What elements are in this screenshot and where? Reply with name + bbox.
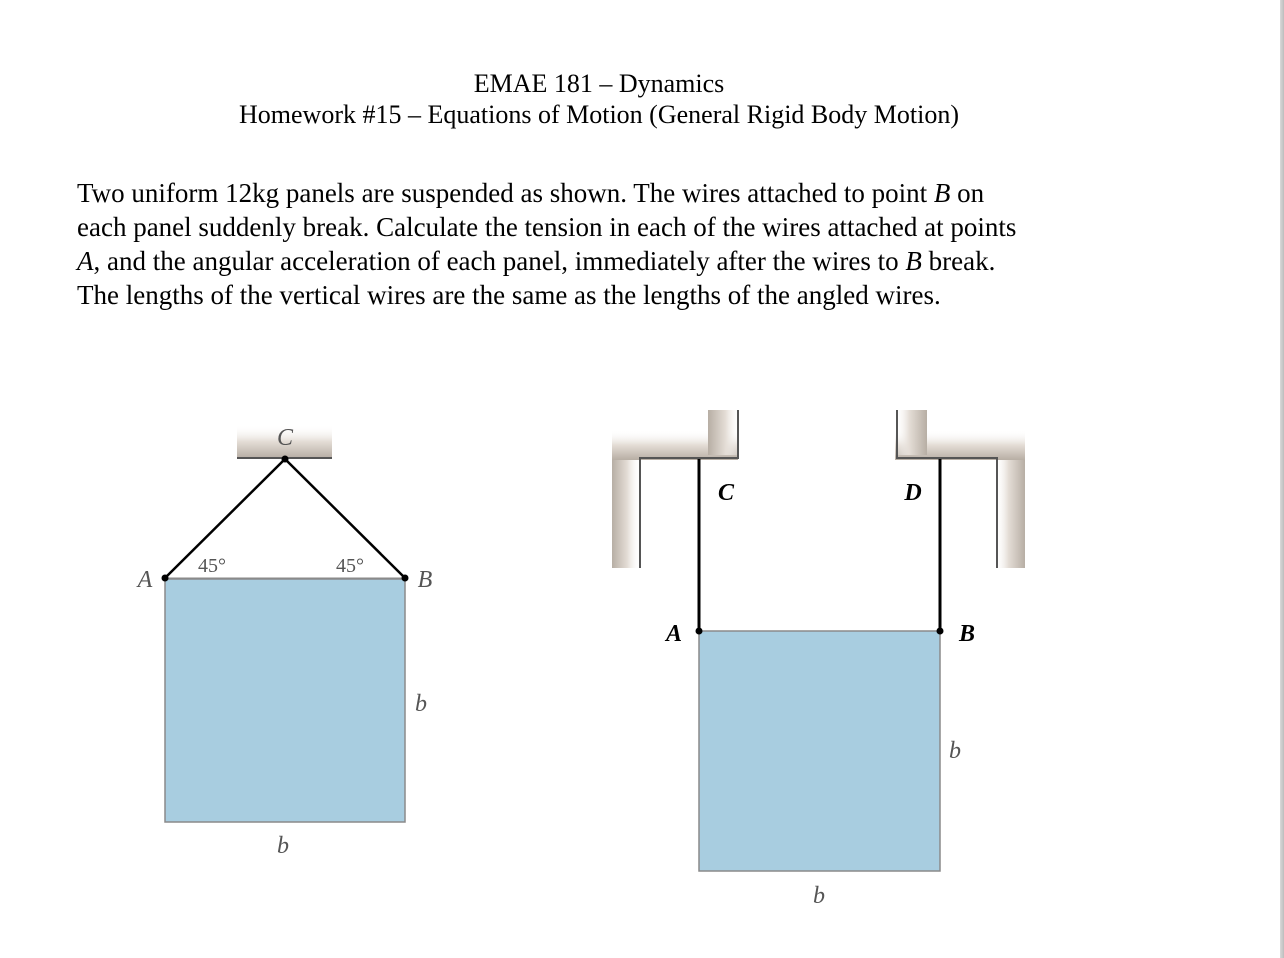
left-label-a: A (137, 567, 153, 593)
right-label-d: D (904, 480, 922, 506)
right-label-c: C (717, 480, 735, 506)
right-panel (699, 631, 940, 871)
left-angle-label-b: 45° (336, 555, 364, 577)
problem-figure (0, 380, 1280, 940)
left-pin-a (162, 575, 169, 582)
problem-line-1: Two uniform 12kg panels are suspended as shown. The wires attached to point B on (77, 178, 985, 208)
right-panel-figure (612, 410, 1025, 909)
left-panel-figure (136, 425, 433, 859)
right-dim-bottom: b (813, 883, 825, 909)
left-panel (165, 579, 405, 822)
problem-line-3: A, and the angular acceleration of each panel, immediately after the wires to B break. (77, 246, 996, 276)
course-title: EMAE 181 – Dynamics (473, 69, 725, 98)
left-label-c: C (276, 425, 294, 451)
problem-line-4: The lengths of the vertical wires are the same as the lengths of the angled wires. (77, 280, 941, 310)
homework-title: Homework #15 – Equations of Motion (General Rigid Body Motion) (239, 100, 959, 129)
left-dim-side: b (415, 691, 427, 717)
right-pin-a (696, 628, 703, 635)
right-pin-b (937, 628, 944, 635)
left-label-b: B (417, 567, 433, 593)
right-label-a: A (665, 621, 683, 647)
left-angle-label-a: 45° (198, 555, 226, 577)
left-pin-c (282, 456, 289, 463)
left-pin-b (402, 575, 409, 582)
problem-line-2: each panel suddenly break. Calculate the tension in each of the wires attached at points (77, 212, 1017, 242)
right-label-b: B (958, 621, 976, 647)
left-dim-bottom: b (277, 833, 289, 859)
right-dim-side: b (949, 738, 961, 764)
page-edge (1280, 0, 1284, 958)
problem-statement (77, 176, 1197, 312)
